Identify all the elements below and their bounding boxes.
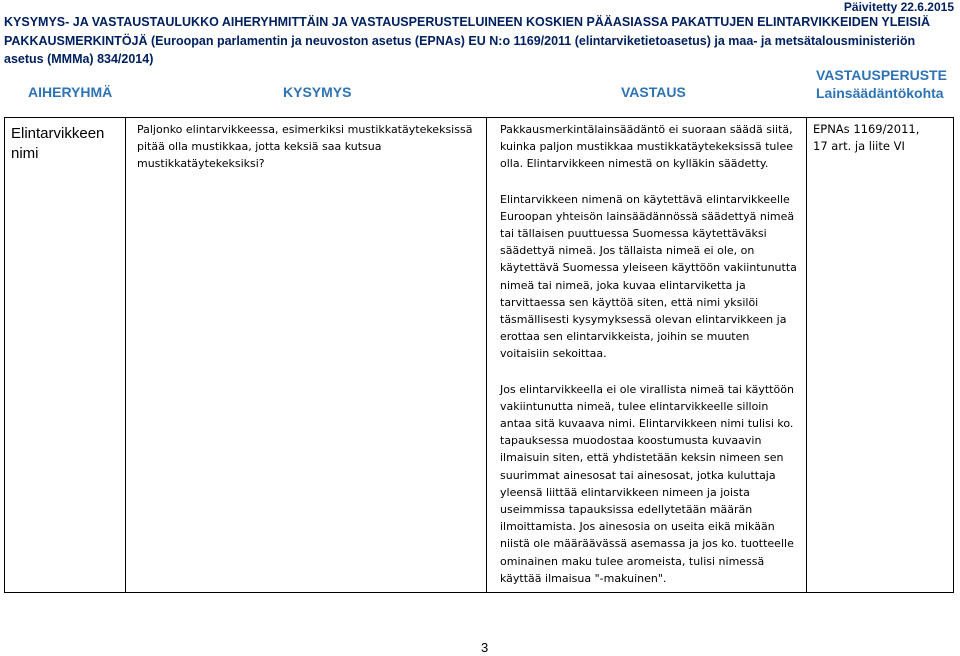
column-divider (125, 118, 126, 592)
question-cell: Paljonko elintarvikkeessa, esimerkiksi mustikkatäytekeksissä pitää olla mustikkaa, jotta keksiä saa kutsua mustikkatäytekeksiksi? (137, 123, 473, 171)
updated-date: Päivitetty 22.6.2015 (843, 0, 954, 14)
column-divider (806, 118, 807, 592)
column-divider (486, 118, 487, 592)
page-number: 3 (481, 640, 489, 655)
answer-paragraph: Jos elintarvikkeella ei ole virallista nimeä tai käyttöön vakiintunutta nimeä, tulee elintarvikkeelle silloin antaa sitä kuvaava nimi. Elintarvikkeen nimi tulisi ko. tapauksessa muodostaa koostumusta kuvaavin ilmaisuin siten, että yhdistetään keksin nimeen sen suurimmat ainesosat tai ainesosat, jotka kuluttaja yleensä liittää elintarvikkeen nimeen ja joista useimmissa tapauksissa edellytetään määrän ilmoittamista. Jos ainesosia on useita eikä mikään niistä ole määräävässä asemassa ja jos ko. tuotteelle ominainen maku tulee aromeista, tulisi nimessä käyttää ilmaisua "-makuinen". (500, 382, 794, 585)
topic-cell: Elintarvikkeen nimi (11, 125, 105, 162)
document-title: KYSYMYS- JA VASTAUSTAULUKKO AIHERYHMITTÄIN JA VASTAUSPERUSTELUINEEN KOSKIEN PÄÄASIASSA PAKATTUJEN ELINTARVIKKEIDEN YLEISIÄ PAKKAUSMERKINTÖJÄ (Euroopan parlamentin ja neuvoston asetus (EPNAs) EU N:o 1169/2011 (elintarviketietoasetus) ja maa- ja metsätalousministeriön asetus (MMMa) 834/2014) (4, 15, 931, 66)
header-aiheryhma: AIHERYHMÄ (28, 84, 113, 100)
answer-paragraph: Elintarvikkeen nimenä on käytettävä elintarvikkeelle Euroopan yhteisön lainsäädännössä säädettyä nimeä tai tällaisen puuttuessa Suomessa käytettäväksi säädettyä nimeä. Jos tällaista nimeä ei ole, on käytettävä Suomessa yleiseen käyttöön vakiintunutta nimeä tai nimeä, joka kuvaa elintarviketta ja tarvittaessa sen käyttöä siten, että nimi yksilöi täsmällisesti kysymyksessä olevan elintarvikkeen ja erottaa sen elintarvikkeista, joihin se muuten voitaisiin sekoittaa. (500, 192, 797, 361)
header-vastaus: VASTAUS (621, 84, 686, 100)
header-kysymys: KYSYMYS (283, 84, 352, 100)
answer-cell (500, 121, 800, 605)
table-header-row (0, 64, 960, 110)
qa-table (4, 117, 954, 593)
basis-line: EPNAs 1169/2011, (813, 122, 920, 136)
basis-line: 17 art. ja liite VI (813, 139, 905, 154)
answer-paragraph: Pakkausmerkintälainsäädäntö ei suoraan säädä siitä, kuinka paljon mustikkaa mustikkatäytekeksissä tulee olla. Elintarvikkeen nimestä on kylläkin säädetty. (500, 123, 793, 171)
basis-cell (813, 121, 951, 155)
header-lainsaadantokohta: Lainsäädäntökohta (816, 85, 944, 101)
header-vastausperuste: VASTAUSPERUSTE (816, 67, 947, 83)
